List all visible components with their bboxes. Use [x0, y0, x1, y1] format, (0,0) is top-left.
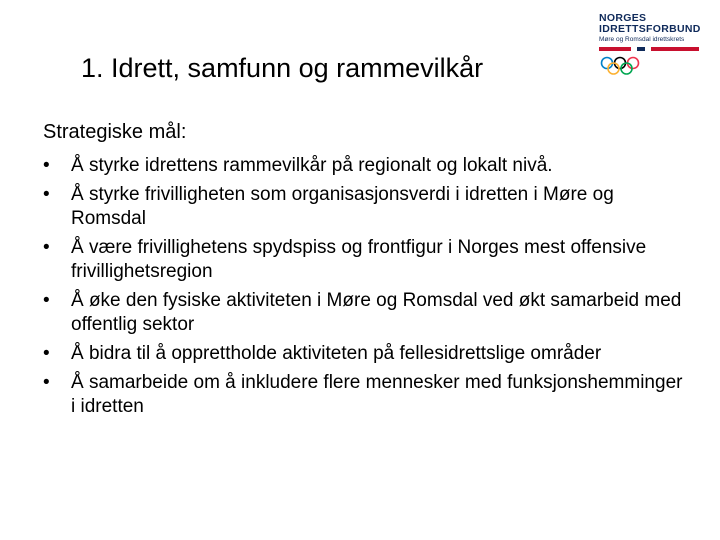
list-item-text: Å styrke idrettens rammevilkår på regionalt og lokalt nivå.: [71, 155, 553, 176]
olympic-rings-icon: [600, 56, 646, 78]
list-item-text: Å samarbeide om å inkludere flere mennesker med funksjonshemminger i idretten: [71, 372, 683, 417]
norges-idrettsforbund-logo: [596, 6, 706, 78]
list-item-text: Å øke den fysiske aktiviteten i Møre og Romsdal ved økt samarbeid med offentlig sektor: [71, 290, 682, 335]
list-item: [43, 289, 683, 337]
bullet-icon: •: [43, 343, 50, 364]
logo-text-region: Møre og Romsdal idrettskrets: [599, 36, 685, 43]
list-item: [43, 154, 683, 178]
list-item: [43, 183, 683, 231]
bullet-icon: •: [43, 237, 50, 258]
slide-title: 1. Idrett, samfunn og rammevilkår: [81, 53, 484, 83]
norwegian-flag-stripe: [599, 47, 699, 51]
bullet-icon: •: [43, 155, 50, 176]
logo-text-idrettsforbund: IDRETTSFORBUND: [599, 23, 701, 35]
list-item-text: Å styrke frivilligheten som organisasjonsverdi i idretten i Møre og Romsdal: [71, 184, 614, 229]
list-item-text: Å bidra til å opprettholde aktiviteten på fellesidrettslige områder: [71, 343, 602, 364]
bullet-icon: •: [43, 372, 50, 393]
list-item: [43, 371, 683, 419]
section-heading: Strategiske mål:: [43, 121, 187, 143]
logo-text-norges: NORGES: [599, 12, 647, 24]
bullet-icon: •: [43, 290, 50, 311]
list-item: [43, 342, 683, 366]
bullet-icon: •: [43, 184, 50, 205]
list-item: [43, 236, 683, 284]
strategic-goals-list: [43, 154, 683, 424]
list-item-text: Å være frivillighetens spydspiss og frontfigur i Norges mest offensive frivillighetsregion: [71, 237, 647, 282]
